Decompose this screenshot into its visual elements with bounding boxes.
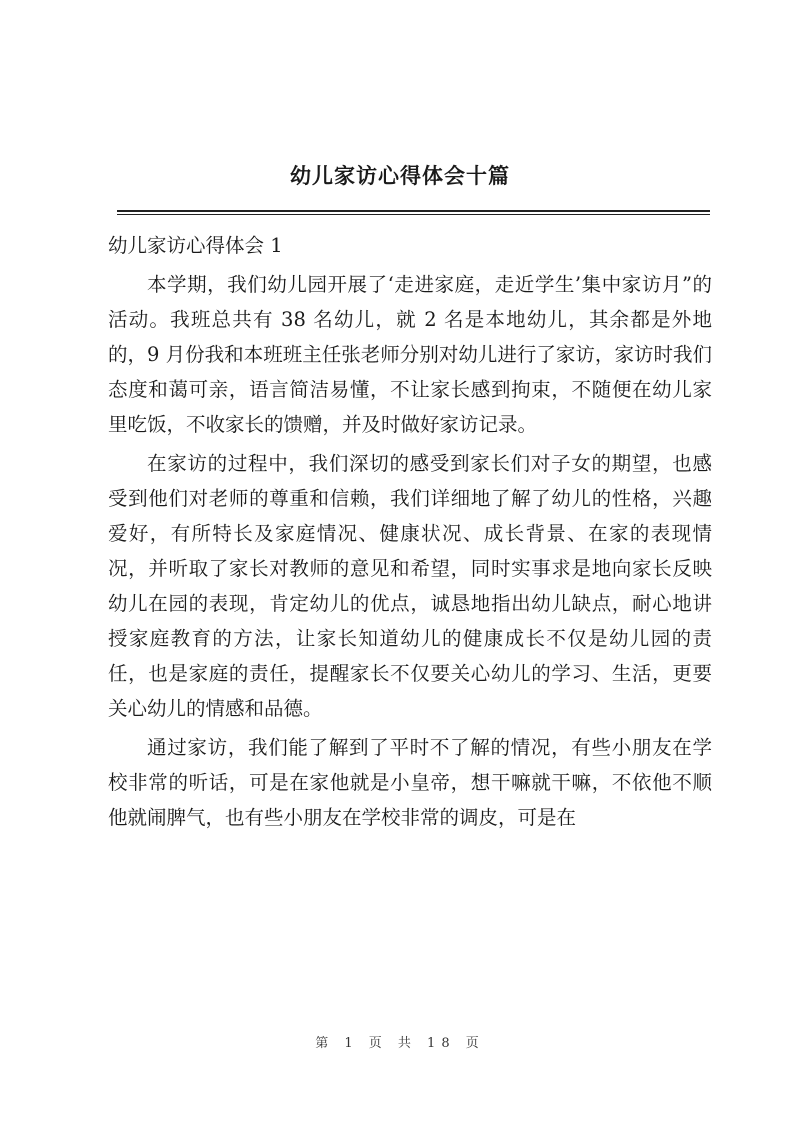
document-title: 幼儿家访心得体会十篇: [290, 163, 510, 188]
title-divider-thin: [117, 214, 710, 215]
paragraph-2: 在家访的过程中，我们深切的感受到家长们对子女的期望，也感受到他们对老师的尊重和信赖，我们详细地了解了幼儿的性格，兴趣爱好，有所特长及家庭情况、健康状况、成长背景、在家的表现情况，并听取了家长对教师的意见和希望，同时实事求是地向家长反映幼儿在园的表现，肯定幼儿的优点，诚恳地指出幼儿缺点，耐心地讲授家庭教育的方法，让家长知道幼儿的健康成长不仅是幼儿园的责任，也是家庭的责任，提醒家长不仅要关心幼儿的学习、生活，更要关心幼儿的情感和品德。: [108, 452, 712, 720]
document-body: [108, 228, 712, 839]
paragraph-3: 通过家访，我们能了解到了平时不了解的情况，有些小朋友在学校非常的听话，可是在家他就是小皇帝，想干嘛就干嘛，不依他不顺他就闹脾气，也有些小朋友在学校非常的调皮，可是在: [108, 736, 712, 829]
section-heading: 幼儿家访心得体会 1: [108, 234, 283, 257]
paragraph-1: 本学期，我们幼儿园开展了‘走进家庭，走近学生’集中家访月”的活动。我班总共有 38 名幼儿，就 2 名是本地幼儿，其余都是外地的，9 月份我和本班班主任张老师分别对幼儿进行了家访，家访时我们态度和蔼可亲，语言简洁易懂，不让家长感到拘束，不随便在幼儿家里吃饭，不收家长的馈赠，并及时做好家访记录。: [108, 273, 712, 436]
page-footer: 第 1 页 共 18 页: [315, 1036, 485, 1051]
title-divider-thick: [117, 210, 710, 212]
